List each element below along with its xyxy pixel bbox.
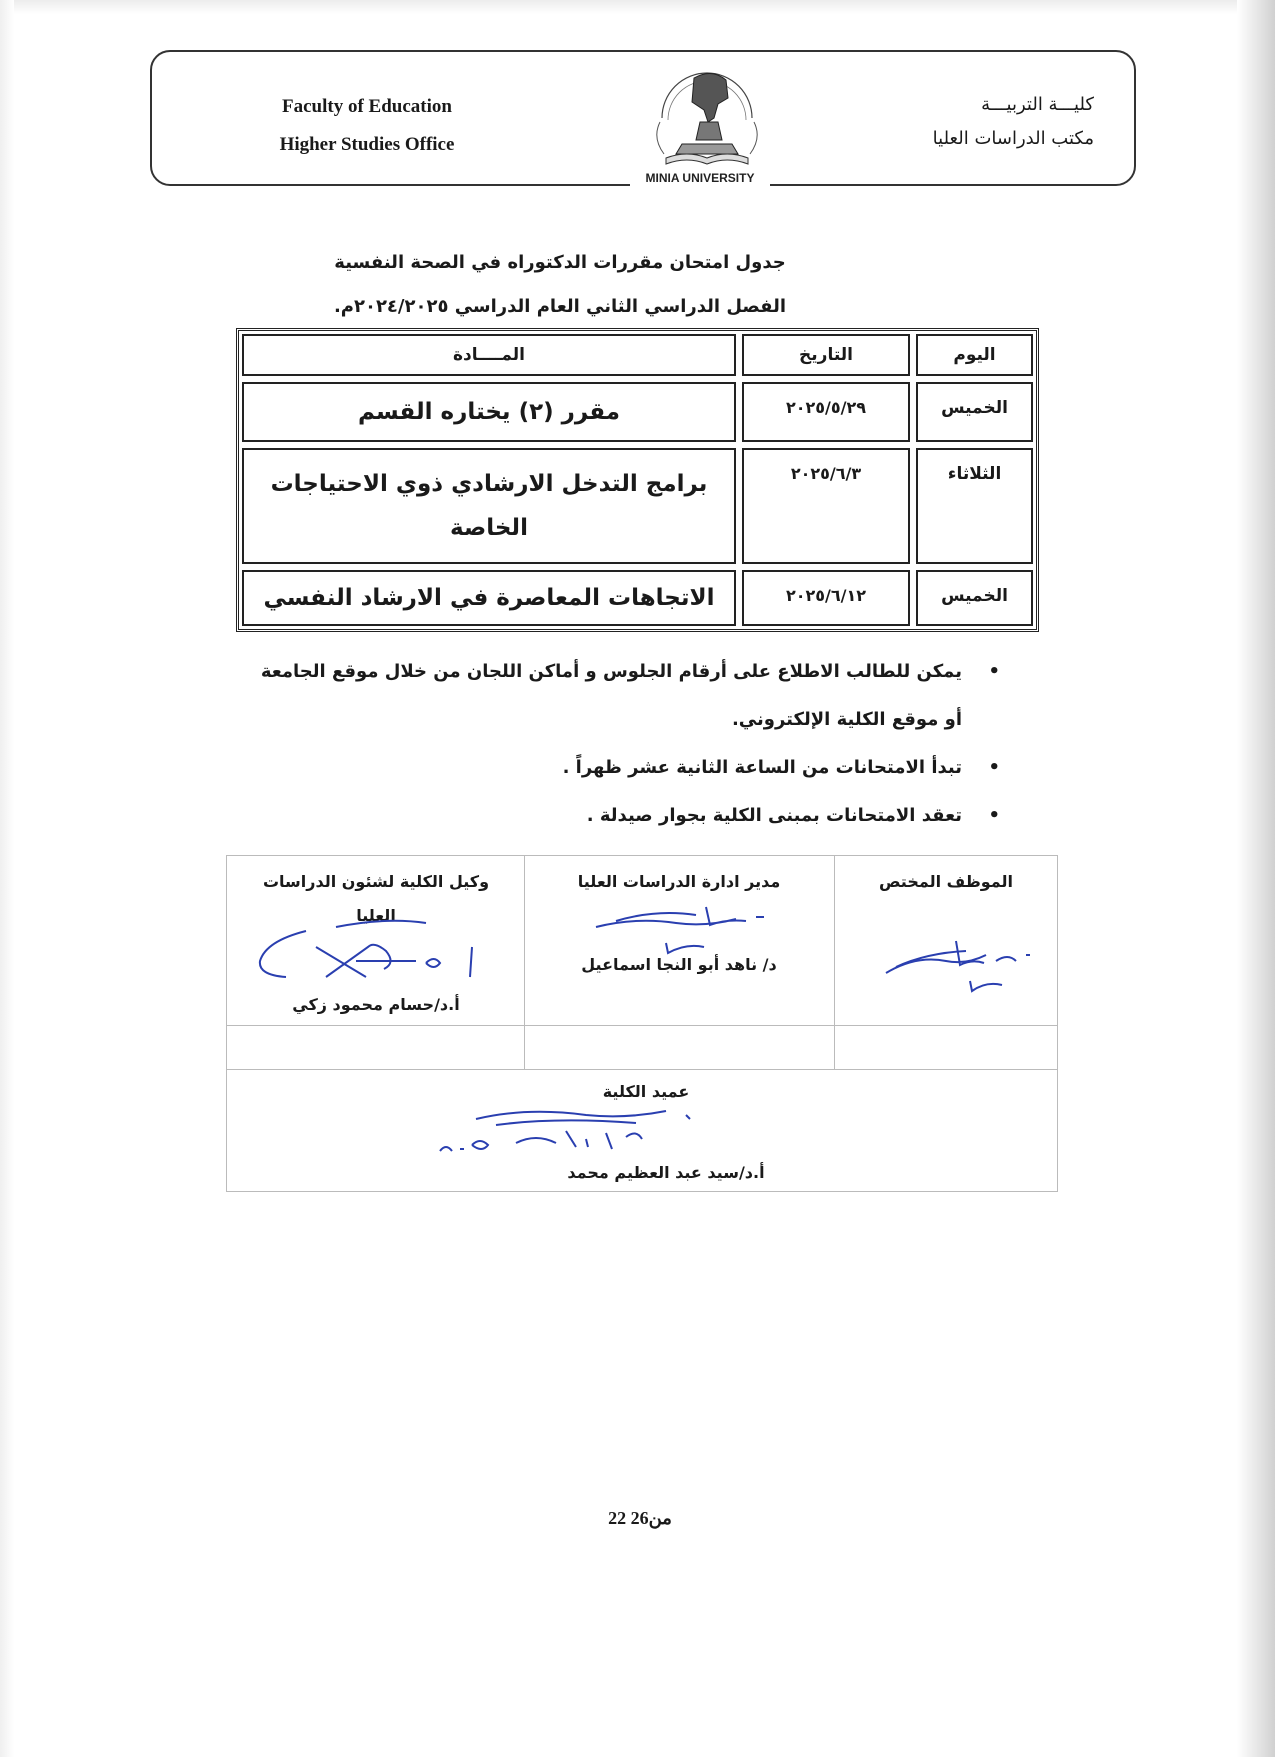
vice-dean-title: وكيل الكلية لشئون الدراسات العليا [262, 872, 490, 925]
grid-line [226, 1069, 1058, 1070]
vice-dean-name: أ.د/حسام محمود زكي [292, 995, 460, 1014]
grid-line [226, 1191, 1058, 1192]
note-item: • تبدأ الامتحانات من الساعة الثانية عشر ظهراً . [260, 744, 1000, 792]
dean-name: أ.د/سيد عبد العظيم محمد [567, 1163, 765, 1182]
university-logo-icon [642, 58, 772, 178]
row-3-date: ٢٠٢٥/٦/١٢ [742, 570, 910, 626]
employee-title: الموظف المختص [878, 872, 1014, 891]
grid-line [226, 855, 227, 1191]
director-name: د/ ناهد أبو النجا اسماعيل [581, 955, 777, 974]
header-day: اليوم [916, 334, 1033, 376]
document-title: جدول امتحان مقررات الدكتوراه في الصحة النفسية [334, 252, 786, 273]
row-2-subject: برامج التدخل الارشادي ذوي الاحتياجات الخاصة [242, 448, 736, 564]
director-title: مدير ادارة الدراسات العليا [577, 872, 781, 891]
office-name-en: Higher Studies Office [279, 134, 455, 155]
dean-title: عميد الكلية [602, 1082, 690, 1101]
exam-schedule-table [236, 328, 1039, 632]
grid-line [226, 855, 1058, 856]
faculty-name-en: Faculty of Education [282, 96, 452, 117]
grid-line [226, 1025, 1058, 1026]
employee-signature-icon [876, 925, 1046, 995]
row-1-subject: مقرر (٢) يختاره القسم [242, 382, 736, 442]
header-date: التاريخ [742, 334, 910, 376]
notes-list [260, 648, 1000, 840]
row-1-day: الخميس [916, 382, 1033, 442]
scan-edge-left [0, 0, 14, 1757]
logo-caption: MINIA UNIVERSITY [630, 168, 770, 188]
page-number: 22 من26 [608, 1508, 672, 1528]
signatures-table [226, 855, 1058, 1191]
document-subtitle: الفصل الدراسي الثاني العام الدراسي ٢٠٢٤/٢٠٢٥م. [333, 296, 787, 317]
row-2-date: ٢٠٢٥/٦/٣ [742, 448, 910, 564]
row-1-date: ٢٠٢٥/٥/٢٩ [742, 382, 910, 442]
director-signature-icon [586, 899, 786, 955]
note-item: • يمكن للطالب الاطلاع على أرقام الجلوس و أماكن اللجان من خلال موقع الجامعة أو موقع الكلية الإلكتروني. [260, 648, 1000, 744]
row-2-day: الثلاثاء [916, 448, 1033, 564]
row-3-day: الخميس [916, 570, 1033, 626]
dean-signature-icon [436, 1103, 706, 1167]
scan-edge-right [1237, 0, 1275, 1757]
note-item: • تعقد الامتحانات بمبنى الكلية بجوار صيدلة . [260, 792, 1000, 840]
row-3-subject: الاتجاهات المعاصرة في الارشاد النفسي [242, 570, 736, 626]
scan-edge-top [0, 0, 1275, 14]
vice-dean-signature-icon [246, 911, 496, 991]
letterhead [150, 50, 1136, 186]
letterhead-arabic [834, 88, 1094, 156]
grid-line [1057, 855, 1058, 1191]
faculty-name-ar: كليـــة التربيـــة [981, 94, 1094, 115]
office-name-ar: مكتب الدراسات العليا [932, 128, 1094, 149]
letterhead-english [247, 88, 487, 164]
header-subject: المــــادة [242, 334, 736, 376]
